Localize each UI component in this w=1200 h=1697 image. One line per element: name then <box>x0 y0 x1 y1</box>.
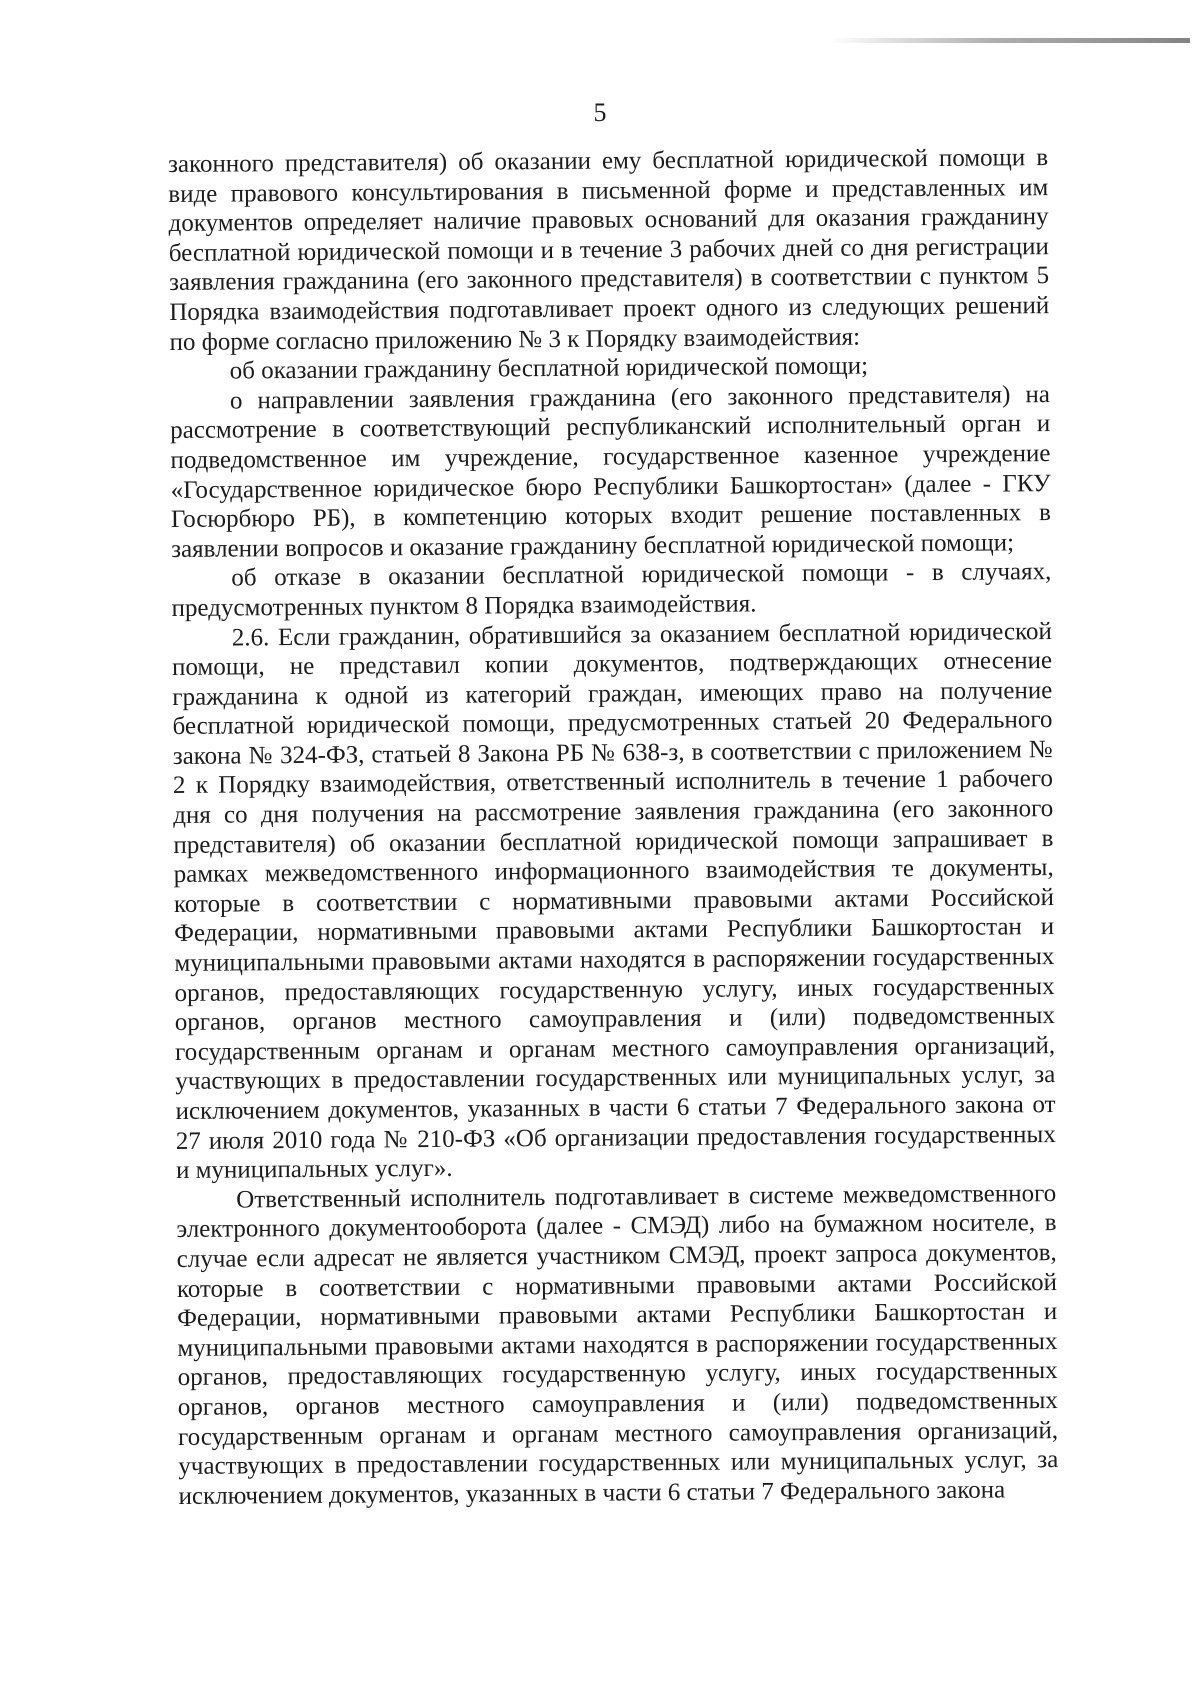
paragraph-continuation: законного представителя) об оказании ему бесплатной юридической помощи в виде правового консультирования в письменной форме и представленных им документов определяет наличие правовых оснований для оказания гражданину бесплатной юридической помощи и в течение 3 рабочих дней со дня регистрации заявления гражданина (его законного представителя) в соответствии с пунктом 5 Порядка взаимодействия подготавливает проект одного из следующих решений по форме согласно приложению № 3 к Порядку взаимодействия: <box>168 144 1050 356</box>
decision-option-redirect: о направлении заявления гражданина (его законного представителя) на рассмотрение в соответствующий республиканский исполнительный орган и подведомственное им учреждение, государственное казенное учреждение «Государственное юридическое бюро Республики Башкортостан» (далее - ГКУ Госюрбюро РБ), в компетенцию которых входит решение поставленных в заявлении вопросов и оказание гражданину бесплатной юридической помощи; <box>170 380 1051 563</box>
scan-edge-artifact <box>830 38 1190 43</box>
paragraph-smed-request: Ответственный исполнитель подготавливает в системе межведомственного электронного документооборота (далее - СМЭД) либо на бумажном носителе, в случае если адресат не является участником СМЭД, проект запроса документов, которые в соответствии с нормативными правовыми актами Российской Федерации, нормативными правовыми актами Республики Башкортостан и муниципальными правовыми актами находятся в распоряжении государственных органов, предоставляющих государственную услугу, иных государственных органов, органов местного самоуправления и (или) подведомственных государственным органам и органам местного самоуправления организаций, участвующих в предоставлении государственных или муниципальных услуг, за исключением документов, указанных в части 6 статьи 7 Федерального закона <box>176 1179 1059 1510</box>
decision-option-refuse: об отказе в оказании бесплатной юридической помощи - в случаях, предусмотренных пунктом 8 Порядка взаимодействия. <box>171 558 1052 622</box>
page-number: 5 <box>593 98 607 127</box>
paragraph-section-2-6: 2.6. Если гражданин, обратившийся за оказанием бесплатной юридической помощи, не представил копии документов, подтверждающих отнесение гражданина к одной из категорий граждан, имеющих право на получение бесплатной юридической помощи, предусмотренных статьей 20 Федерального закона № 324-ФЗ, статьей 8 Закона РБ № 638-з, в соответствии с приложением № 2 к Порядку взаимодействия, ответственный исполнитель в течение 1 рабочего дня со дня получения на рассмотрение заявления гражданина (его законного представителя) об оказании бесплатной юридической помощи запрашивает в рамках межведомственного информационного взаимодействия те документы, которые в соответствии с нормативными правовыми актами Российской Федерации, нормативными правовыми актами Республики Башкортостан и муниципальными правовыми актами находятся в распоряжении государственных органов, предоставляющих государственную услугу, иных государственных органов, органов местного самоуправления и (или) подведомственных государственным органам и органам местного самоуправления организаций, участвующих в предоставлении государственных или муниципальных услуг, за исключением документов, указанных в части 6 статьи 7 Федерального закона от 27 июля 2010 года № 210-ФЗ «Об организации предоставления государственных и муниципальных услуг». <box>171 617 1056 1185</box>
document-body <box>168 143 1059 1511</box>
decision-option-provide-help: об оказании гражданину бесплатной юридической помощи; <box>229 352 869 385</box>
